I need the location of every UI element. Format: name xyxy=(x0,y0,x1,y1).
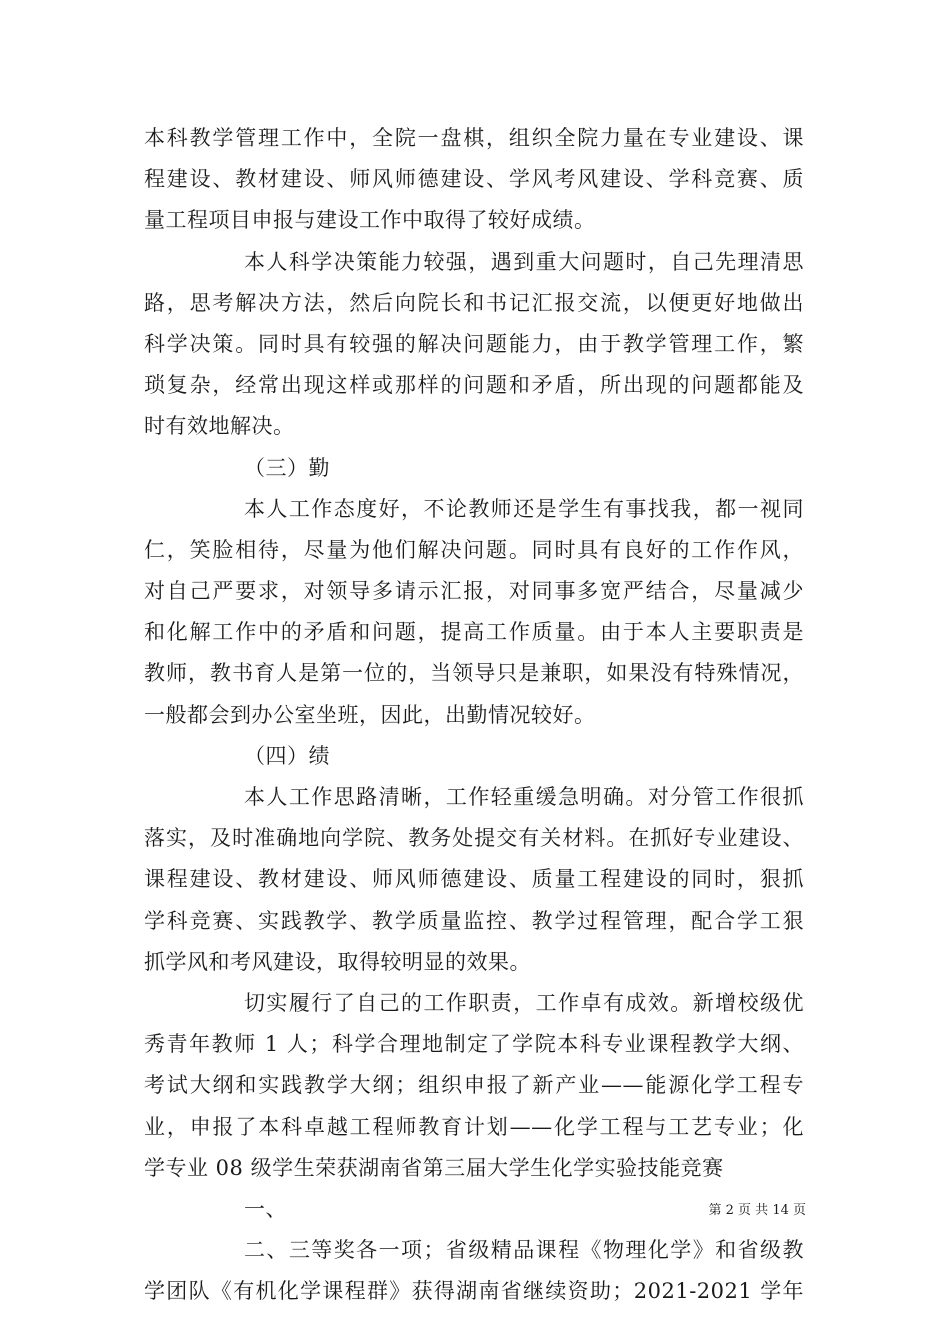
text-line: 切实履行了自己的工作职责，工作卓有成效。新增校级优 xyxy=(244,990,804,1015)
text-line: 课程建设、教材建设、师风师德建设、质量工程建设的同时，狠抓 xyxy=(144,867,804,892)
text-line: 教师，教书育人是第一位的，当领导只是兼职，如果没有特殊情况， xyxy=(144,661,804,686)
text-line: 对自己严要求，对领导多请示汇报，对同事多宽严结合，尽量减少 xyxy=(144,579,804,604)
text-line: 二、三等奖各一项；省级精品课程《物理化学》和省级教 xyxy=(244,1238,804,1263)
text-line: 学科竞赛、实践教学、教学质量监控、教学过程管理，配合学工狠 xyxy=(144,908,804,933)
text-line: 时有效地解决。 xyxy=(144,414,295,439)
text-line: 秀青年教师 1 人；科学合理地制定了学院本科专业课程教学大纲、 xyxy=(144,1032,804,1057)
text-line: 本人工作思路清晰，工作轻重缓急明确。对分管工作很抓 xyxy=(244,785,804,809)
text-line: 学专业 08 级学生荣获湖南省第三届大学生化学实验技能竞赛 xyxy=(144,1155,724,1180)
text-line: （三）勤 xyxy=(244,455,330,480)
text-line: 考试大纲和实践教学大纲；组织申报了新产业——能源化学工程专 xyxy=(144,1073,804,1098)
text-line: 本人工作态度好，不论教师还是学生有事找我，都一视同 xyxy=(244,496,804,521)
text-line: 本人科学决策能力较强，遇到重大问题时，自己先理清思 xyxy=(244,249,804,274)
text-line: 学团队《有机化学课程群》获得湖南省继续资助；2021-2021 学年 xyxy=(144,1279,804,1304)
text-line: 落实，及时准确地向学院、教务处提交有关材料。在抓好专业建设、 xyxy=(144,826,804,851)
text-line: 业，申报了本科卓越工程师教育计划——化学工程与工艺专业；化 xyxy=(144,1114,804,1139)
text-line: 一、 xyxy=(244,1196,287,1221)
text-line: 琐复杂，经常出现这样或那样的问题和矛盾，所出现的问题都能及 xyxy=(144,373,804,398)
text-line: 抓学风和考风建设，取得较明显的效果。 xyxy=(144,949,531,974)
text-line: 和化解工作中的矛盾和问题，提高工作质量。由于本人主要职责是 xyxy=(144,620,804,645)
text-line: 程建设、教材建设、师风师德建设、学风考风建设、学科竞赛、质 xyxy=(144,167,804,192)
text-line: 量工程项目申报与建设工作中取得了较好成绩。 xyxy=(144,208,596,233)
text-line: （四）绩 xyxy=(244,743,330,768)
text-line: 本科教学管理工作中，全院一盘棋，组织全院力量在专业建设、课 xyxy=(144,126,804,150)
text-line: 路，思考解决方法，然后向院长和书记汇报交流，以便更好地做出 xyxy=(144,290,804,315)
body-text xyxy=(144,118,804,1312)
text-line: 一般都会到办公室坐班，因此，出勤情况较好。 xyxy=(144,702,596,727)
text-line: 科学决策。同时具有较强的解决问题能力，由于教学管理工作，繁 xyxy=(144,331,804,356)
page-number-footer: 第 2 页 共 14 页 xyxy=(708,1203,806,1218)
text-line: 仁，笑脸相待，尽量为他们解决问题。同时具有良好的工作作风， xyxy=(144,537,804,562)
